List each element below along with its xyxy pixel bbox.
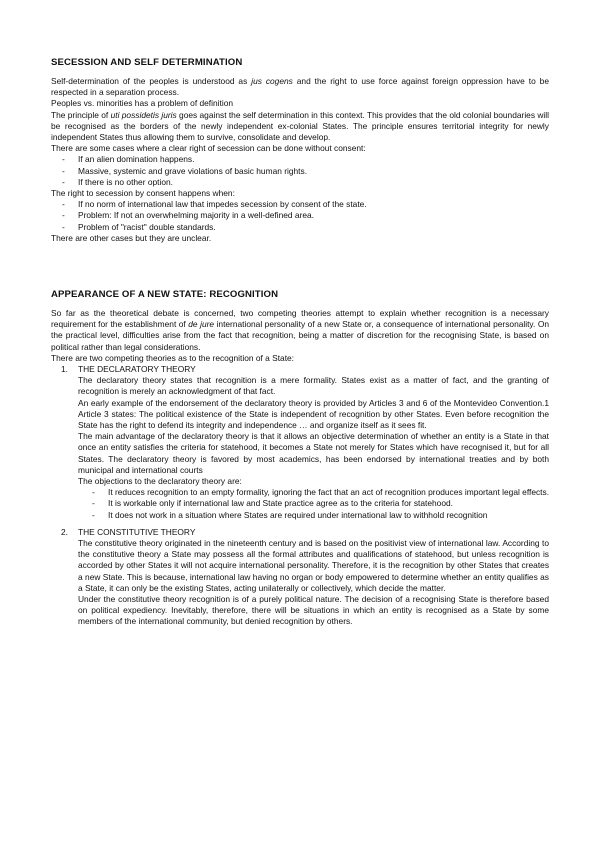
- paragraph-self-determination: Self-determination of the peoples is understood as jus cogens and the right to use force against foreign oppression have to be respected in a separation process.: [51, 76, 549, 98]
- declaratory-theory-body: [51, 375, 549, 521]
- list-item: - It reduces recognition to an empty formality, ignoring the fact that an act of recognition produces important legal effects.: [92, 487, 550, 498]
- list-objections: [78, 487, 549, 521]
- theory-heading-declaratory: 1. THE DECLARATORY THEORY: [61, 364, 196, 375]
- theory-heading-constitutive: 2. THE CONSTITUTIVE THEORY: [61, 526, 196, 537]
- secession-body: [51, 76, 549, 244]
- paragraph-other-cases: There are other cases but they are unclear.: [51, 232, 212, 243]
- paragraph-declaratory-1: The declaratory theory states that recognition is a mere formality. States exist as a matter of fact, and the granting of recognition is merely an acknowledgment of that fact.: [78, 375, 549, 397]
- list-item: - Massive, systemic and grave violations of basic human rights.: [62, 165, 308, 176]
- list-item: - It is workable only if international law and State practice agree as to the criteria for statehood.: [92, 498, 453, 509]
- list-item: - It does not work in a situation where States are required under international law to withhold recognition: [92, 509, 488, 520]
- list-item: - Problem of "racist" double standards.: [62, 221, 216, 232]
- recognition-body: [51, 308, 549, 628]
- paragraph-secession-by-consent: The right to secession by consent happens when:: [51, 188, 235, 199]
- paragraph-secession-cases: There are some cases where a clear right of secession can be done without consent:: [51, 143, 366, 154]
- list-item: - If an alien domination happens.: [62, 154, 195, 165]
- paragraph-uti-possidetis: The principle of uti possidetis juris goes against the self determination in this context. This provides that the old colonial boundaries will be recognised as the borders of the newly independent ex-colonial States. The principle ensures territorial integrity for newly independent States thus allowing them to survive, consolidate and develop.: [51, 109, 549, 143]
- list-item: - If there is no other option.: [62, 176, 173, 187]
- paragraph-theoretical-debate: So far as the theoretical debate is concerned, two competing theories attempt to explain whether recognition is a necessary requirement for the establishment of de jure international personality of a new State or, a consequence of international personality. On the practical level, difficulties arise from the fact that recognition, being a matter of discretion for the recognising State, is based on political rather than legal considerations.: [51, 308, 549, 352]
- paragraph-declaratory-3: The main advantage of the declaratory theory is that it allows an objective determination of whether an entity is a State in that once an entity satisfies the criteria for statehood, it becomes a State not merely for States which have recognised it, but for all States. The declaratory theory is favored by most academics, has been endorsed by international treaties and by both municipal and international courts: [78, 431, 549, 475]
- section-heading-recognition: APPEARANCE OF A NEW STATE: RECOGNITION: [51, 289, 279, 300]
- list-item: - If no norm of international law that impedes secession by consent of the state.: [62, 199, 367, 210]
- paragraph-peoples-minorities: Peoples vs. minorities has a problem of definition: [51, 98, 234, 109]
- paragraph-declaratory-2: An early example of the endorsement of the declaratory theory is provided by Articles 3 and 6 of the Montevideo Convention.1 Article 3 states: The political existence of the State is independent of recognition by other States. Even before recognition the State has the right to defend its integrity and independence … and organize itself as it sees fit.: [78, 397, 549, 431]
- list-secession-by-consent: [51, 199, 549, 233]
- paragraph-two-theories: There are two competing theories as to the recognition of a State:: [51, 352, 295, 363]
- paragraph-constitutive-1: The constitutive theory originated in the nineteenth century and is based on the positivist view of international law. According to the constitutive theory a State may possess all the formal attributes and qualifications of statehood, but unless recognition is accorded by other States it will not acquire international personality. Therefore, it is the recognition by other States that creates a new State. This is because, international law having no organ or body empowered to determine whether an entity qualifies as a State, it can only be the existing States, acting unilaterally or collectively, which decide the matter.: [78, 538, 549, 593]
- paragraph-declaratory-objections: The objections to the declaratory theory are:: [78, 476, 242, 487]
- section-heading-secession: SECESSION AND SELF DETERMINATION: [51, 57, 243, 68]
- list-secession-without-consent: [51, 154, 549, 188]
- constitutive-theory-body: [51, 538, 549, 628]
- list-item: - Problem: If not an overwhelming majority in a well-defined area.: [62, 210, 315, 221]
- paragraph-constitutive-2: Under the constitutive theory recognition is of a purely political nature. The decision of a recognising State is therefore based on political expediency. Inevitably, therefore, there will be situations in which an entity is recognised as a State by some members of the international community, but denied recognition by others.: [78, 594, 549, 627]
